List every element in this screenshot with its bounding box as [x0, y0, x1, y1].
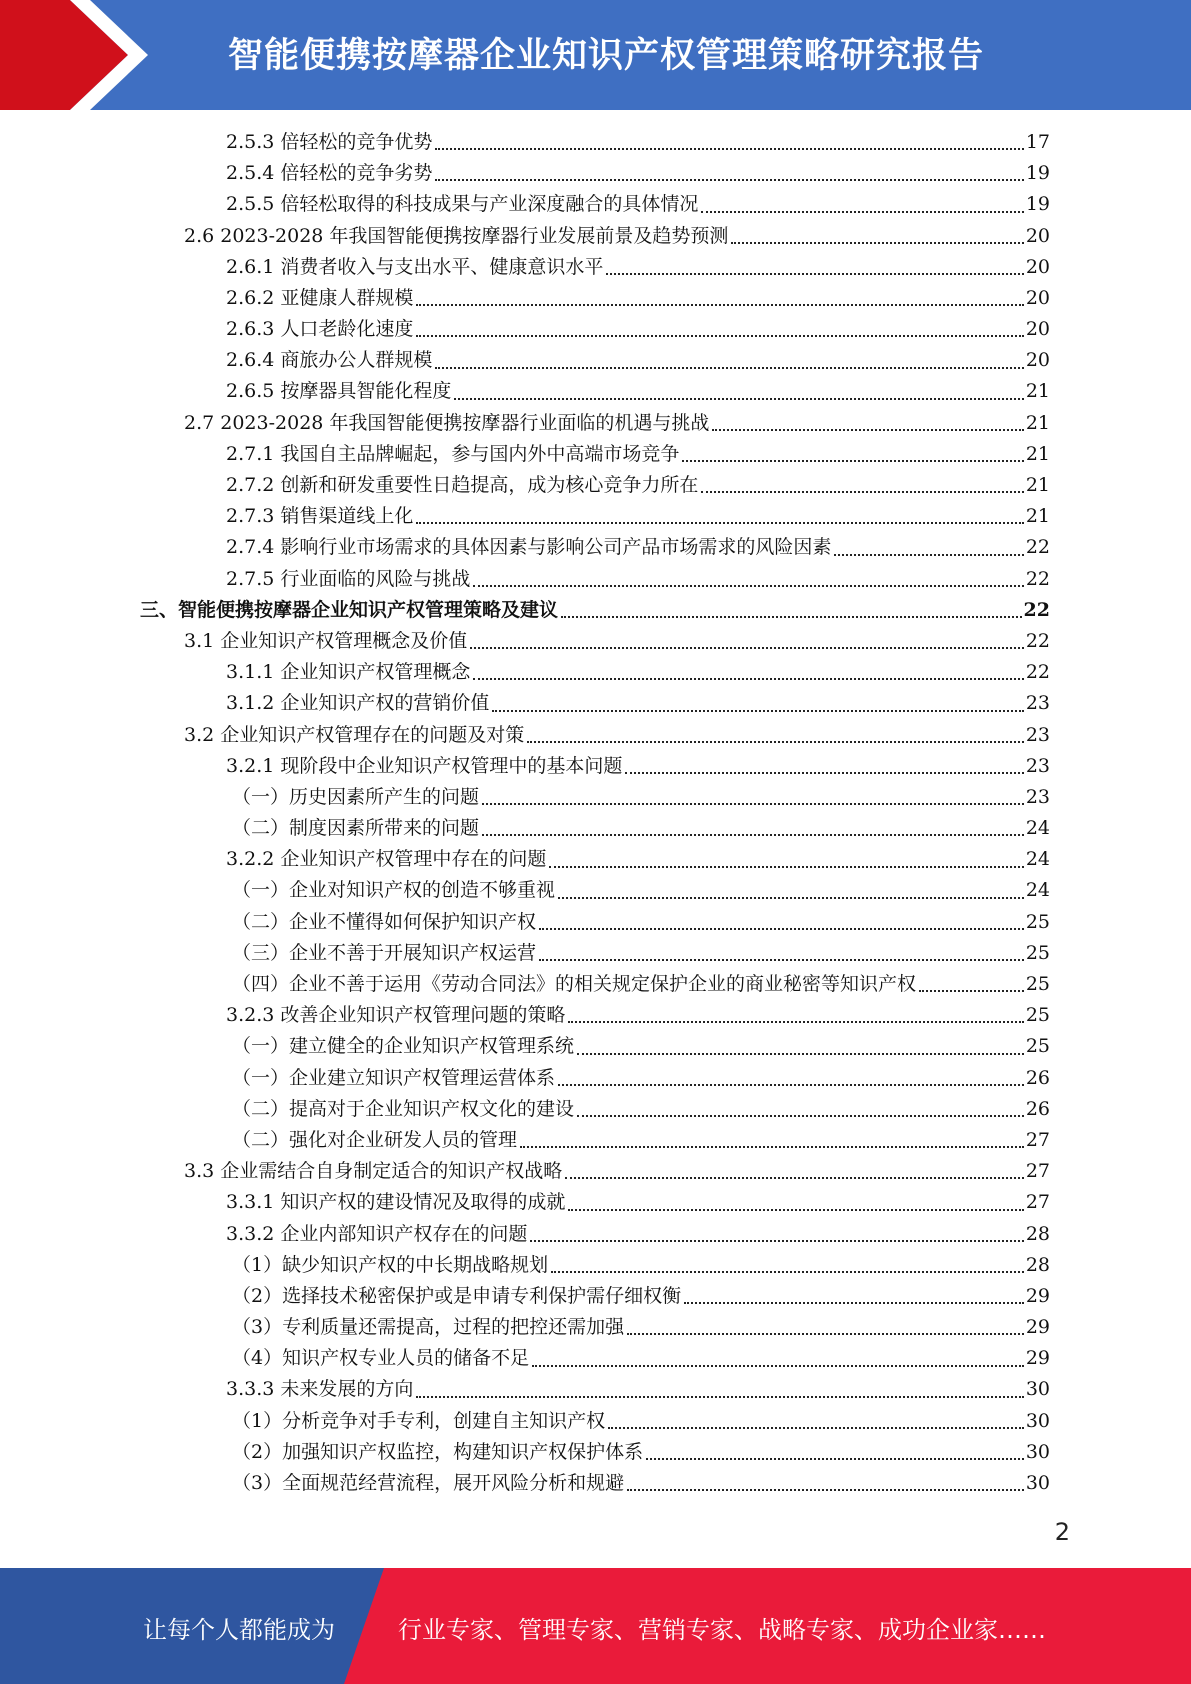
- toc-entry-title: 3.3.2 企业内部知识产权存在的问题: [226, 1222, 528, 1245]
- toc-dot-leader: [539, 928, 1024, 930]
- page-footer: [0, 1568, 1191, 1684]
- toc-entry-page: 29: [1025, 1284, 1050, 1307]
- toc-entry-page: 21: [1025, 442, 1050, 465]
- toc-entry[interactable]: [140, 813, 1050, 844]
- toc-dot-leader: [551, 1271, 1024, 1273]
- toc-dot-leader: [454, 398, 1023, 400]
- toc-entry-title: 2.7.5 行业面临的风险与挑战: [226, 567, 471, 590]
- page-number: 2: [1054, 1518, 1070, 1546]
- toc-entry-page: 28: [1025, 1222, 1050, 1245]
- toc-entry-title: 2.6.3 人口老龄化速度: [226, 318, 414, 341]
- toc-entry-title: （二）制度因素所带来的问题: [232, 817, 480, 840]
- toc-entry-page: 30: [1025, 1409, 1050, 1432]
- footer-slogan-left: 让每个人都能成为: [143, 1616, 335, 1644]
- footer-slogan-right: 行业专家、管理专家、营销专家、战略专家、成功企业家……: [398, 1616, 1046, 1644]
- toc-entry-page: 28: [1025, 1253, 1050, 1276]
- toc-dot-leader: [712, 429, 1023, 431]
- toc-entry-page: 20: [1025, 318, 1050, 341]
- toc-entry-page: 29: [1025, 1316, 1050, 1339]
- toc-dot-leader: [577, 1115, 1024, 1117]
- toc-dot-leader: [731, 242, 1023, 244]
- toc-entry-page: 25: [1025, 1035, 1050, 1058]
- toc-dot-leader: [684, 1302, 1024, 1304]
- toc-dot-leader: [470, 647, 1024, 649]
- toc-entry-title: 3.2.2 企业知识产权管理中存在的问题: [226, 848, 547, 871]
- toc-entry[interactable]: [140, 595, 1050, 626]
- toc-entry[interactable]: [140, 907, 1050, 938]
- toc-entry-page: 24: [1025, 848, 1050, 871]
- toc-dot-leader: [416, 335, 1023, 337]
- toc-entry-page: 20: [1025, 286, 1050, 309]
- toc-entry-title: （二）企业不懂得如何保护知识产权: [232, 910, 537, 933]
- toc-dot-leader: [646, 1458, 1024, 1460]
- toc-entry-page: 21: [1025, 380, 1050, 403]
- toc-dot-leader: [625, 772, 1023, 774]
- toc-entry-title: 三、智能便携按摩器企业知识产权管理策略及建议: [140, 598, 559, 621]
- toc-dot-leader: [416, 1396, 1023, 1398]
- toc-entry-page: 23: [1025, 723, 1050, 746]
- toc-dot-leader: [482, 803, 1024, 805]
- toc-entry-page: 27: [1025, 1160, 1050, 1183]
- toc-entry-page: 26: [1025, 1097, 1050, 1120]
- toc-entry-page: 24: [1025, 817, 1050, 840]
- toc-entry-page: 20: [1025, 255, 1050, 278]
- toc-entry[interactable]: [140, 969, 1050, 1000]
- toc-dot-leader: [627, 1333, 1024, 1335]
- toc-dot-leader: [482, 834, 1024, 836]
- toc-entry[interactable]: [140, 470, 1050, 501]
- toc-entry[interactable]: [140, 938, 1050, 969]
- toc-entry[interactable]: [140, 221, 1050, 252]
- toc-entry[interactable]: [140, 564, 1050, 595]
- toc-entry-title: 2.6.1 消费者收入与支出水平、健康意识水平: [226, 255, 604, 278]
- toc-dot-leader: [549, 866, 1023, 868]
- toc-entry-page: 22: [1023, 598, 1050, 621]
- toc-entry-title: 2.6.4 商旅办公人群规模: [226, 349, 433, 372]
- toc-entry-page: 20: [1025, 349, 1050, 372]
- toc-entry[interactable]: [140, 782, 1050, 813]
- toc-dot-leader: [416, 304, 1023, 306]
- toc-entry-title: 2.7.2 创新和研发重要性日趋提高，成为核心竞争力所在: [226, 474, 699, 497]
- toc-entry[interactable]: [140, 377, 1050, 408]
- toc-entry-page: 19: [1025, 193, 1050, 216]
- toc-entry[interactable]: [140, 127, 1050, 158]
- toc-entry-page: 27: [1025, 1191, 1050, 1214]
- document-title: 智能便携按摩器企业知识产权管理策略研究报告: [228, 36, 985, 76]
- toc-entry[interactable]: [140, 1031, 1050, 1062]
- toc-entry-page: 21: [1025, 505, 1050, 528]
- toc-entry-title: 2.7 2023-2028 年我国智能便携按摩器行业面临的机遇与挑战: [184, 411, 710, 434]
- toc-entry[interactable]: [140, 1219, 1050, 1250]
- toc-entry[interactable]: [140, 1250, 1050, 1281]
- toc-entry-title: （2）加强知识产权监控，构建知识产权保护体系: [232, 1440, 644, 1463]
- toc-entry-page: 21: [1025, 474, 1050, 497]
- toc-dot-leader: [416, 522, 1023, 524]
- toc-entry-title: （三）企业不善于开展知识产权运营: [232, 941, 537, 964]
- toc-entry[interactable]: [140, 688, 1050, 719]
- toc-entry-title: （一）企业对知识产权的创造不够重视: [232, 879, 556, 902]
- toc-entry-page: 25: [1025, 973, 1050, 996]
- toc-entry-title: （一）企业建立知识产权管理运营体系: [232, 1066, 556, 1089]
- toc-entry[interactable]: [140, 1281, 1050, 1312]
- toc-entry[interactable]: [140, 1125, 1050, 1156]
- toc-entry[interactable]: [140, 844, 1050, 875]
- toc-entry-page: 30: [1025, 1472, 1050, 1495]
- toc-entry-title: 3.3.3 未来发展的方向: [226, 1378, 414, 1401]
- toc-entry[interactable]: [140, 626, 1050, 657]
- toc-entry-title: 3.2.3 改善企业知识产权管理问题的策略: [226, 1004, 566, 1027]
- toc-entry[interactable]: [140, 501, 1050, 532]
- toc-entry-title: 2.5.5 倍轻松取得的科技成果与产业深度融合的具体情况: [226, 193, 699, 216]
- toc-entry-title: 3.2 企业知识产权管理存在的问题及对策: [184, 723, 525, 746]
- toc-dot-leader: [527, 741, 1024, 743]
- toc-entry-title: 3.1 企业知识产权管理概念及价值: [184, 629, 468, 652]
- toc-entry-title: 3.3 企业需结合自身制定适合的知识产权战略: [184, 1160, 563, 1183]
- toc-entry-page: 24: [1025, 879, 1050, 902]
- toc-dot-leader: [568, 1021, 1023, 1023]
- toc-dot-leader: [608, 1427, 1024, 1429]
- toc-entry[interactable]: [140, 408, 1050, 439]
- toc-dot-leader: [558, 897, 1024, 899]
- toc-dot-leader: [539, 959, 1024, 961]
- toc-entry-page: 23: [1025, 692, 1050, 715]
- toc-entry[interactable]: [140, 439, 1050, 470]
- toc-entry-page: 17: [1025, 130, 1050, 153]
- toc-entry[interactable]: [140, 657, 1050, 688]
- toc-entry[interactable]: [140, 1312, 1050, 1343]
- toc-entry-title: （1）缺少知识产权的中长期战略规划: [232, 1253, 549, 1276]
- toc-entry-title: 2.5.4 倍轻松的竞争劣势: [226, 162, 433, 185]
- toc-entry[interactable]: [140, 720, 1050, 751]
- toc-entry[interactable]: [140, 1156, 1050, 1187]
- toc-dot-leader: [558, 1084, 1024, 1086]
- toc-entry-title: 3.3.1 知识产权的建设情况及取得的成就: [226, 1191, 566, 1214]
- toc-entry[interactable]: [140, 751, 1050, 782]
- toc-dot-leader: [561, 616, 1022, 618]
- toc-dot-leader: [606, 273, 1023, 275]
- toc-entry-page: 21: [1025, 411, 1050, 434]
- toc-entry-title: （四）企业不善于运用《劳动合同法》的相关规定保护企业的商业秘密等知识产权: [232, 973, 917, 996]
- toc-entry[interactable]: [140, 345, 1050, 376]
- toc-entry-title: 2.6 2023-2028 年我国智能便携按摩器行业发展前景及趋势预测: [184, 224, 729, 247]
- toc-entry[interactable]: [140, 1187, 1050, 1218]
- toc-entry[interactable]: [140, 1063, 1050, 1094]
- toc-dot-leader: [532, 1365, 1024, 1367]
- toc-entry-page: 22: [1025, 567, 1050, 590]
- toc-entry-page: 20: [1025, 224, 1050, 247]
- toc-entry-title: （一）历史因素所产生的问题: [232, 785, 480, 808]
- toc-dot-leader: [435, 148, 1023, 150]
- toc-entry[interactable]: [140, 1375, 1050, 1406]
- toc-entry[interactable]: [140, 158, 1050, 189]
- toc-dot-leader: [701, 491, 1023, 493]
- toc-entry[interactable]: [140, 1437, 1050, 1468]
- toc-entry-page: 23: [1025, 785, 1050, 808]
- toc-dot-leader: [435, 367, 1023, 369]
- toc-entry-title: （二）提高对于企业知识产权文化的建设: [232, 1097, 575, 1120]
- toc-dot-leader: [435, 179, 1023, 181]
- toc-entry[interactable]: [140, 252, 1050, 283]
- toc-entry[interactable]: [140, 283, 1050, 314]
- toc-entry[interactable]: [140, 1406, 1050, 1437]
- table-of-contents: [140, 127, 1050, 1499]
- toc-entry-title: （3）专利质量还需提高，过程的把控还需加强: [232, 1316, 625, 1339]
- toc-dot-leader: [834, 554, 1023, 556]
- toc-entry-page: 25: [1025, 941, 1050, 964]
- toc-entry-title: （一）建立健全的企业知识产权管理系统: [232, 1035, 575, 1058]
- toc-entry-page: 19: [1025, 162, 1050, 185]
- toc-entry-title: 3.2.1 现阶段中企业知识产权管理中的基本问题: [226, 754, 623, 777]
- toc-dot-leader: [568, 1209, 1023, 1211]
- toc-entry-title: 2.7.3 销售渠道线上化: [226, 505, 414, 528]
- toc-entry-page: 26: [1025, 1066, 1050, 1089]
- toc-entry-page: 22: [1025, 661, 1050, 684]
- toc-entry[interactable]: [140, 1468, 1050, 1499]
- toc-dot-leader: [565, 1177, 1024, 1179]
- page-header: [0, 0, 1191, 110]
- toc-entry-title: （2）选择技术秘密保护或是申请专利保护需仔细权衡: [232, 1284, 682, 1307]
- toc-entry[interactable]: [140, 189, 1050, 220]
- toc-entry-title: （1）分析竞争对手专利，创建自主知识产权: [232, 1409, 606, 1432]
- toc-entry-page: 22: [1025, 629, 1050, 652]
- toc-entry-title: 2.6.2 亚健康人群规模: [226, 286, 414, 309]
- toc-entry[interactable]: [140, 532, 1050, 563]
- toc-dot-leader: [682, 460, 1023, 462]
- toc-dot-leader: [520, 1146, 1024, 1148]
- toc-entry[interactable]: [140, 1000, 1050, 1031]
- toc-dot-leader: [530, 1240, 1023, 1242]
- toc-dot-leader: [577, 1053, 1024, 1055]
- toc-entry-page: 30: [1025, 1378, 1050, 1401]
- toc-entry-page: 30: [1025, 1440, 1050, 1463]
- toc-entry-page: 29: [1025, 1347, 1050, 1370]
- toc-entry-page: 22: [1025, 536, 1050, 559]
- toc-entry-title: （二）强化对企业研发人员的管理: [232, 1128, 518, 1151]
- toc-entry[interactable]: [140, 1094, 1050, 1125]
- toc-entry-title: 2.6.5 按摩器具智能化程度: [226, 380, 452, 403]
- toc-dot-leader: [492, 710, 1023, 712]
- toc-entry[interactable]: [140, 1343, 1050, 1374]
- toc-entry-title: （3）全面规范经营流程，展开风险分析和规避: [232, 1472, 625, 1495]
- toc-dot-leader: [919, 990, 1024, 992]
- toc-entry-title: 3.1.1 企业知识产权管理概念: [226, 661, 471, 684]
- toc-entry-title: （4）知识产权专业人员的储备不足: [232, 1347, 530, 1370]
- toc-entry-title: 2.7.1 我国自主品牌崛起，参与国内外中高端市场竞争: [226, 442, 680, 465]
- toc-entry-page: 23: [1025, 754, 1050, 777]
- toc-entry-page: 27: [1025, 1128, 1050, 1151]
- toc-entry[interactable]: [140, 314, 1050, 345]
- toc-entry[interactable]: [140, 876, 1050, 907]
- toc-entry-title: 2.7.4 影响行业市场需求的具体因素与影响公司产品市场需求的风险因素: [226, 536, 832, 559]
- toc-dot-leader: [473, 585, 1023, 587]
- toc-entry-page: 25: [1025, 1004, 1050, 1027]
- toc-entry-title: 3.1.2 企业知识产权的营销价值: [226, 692, 490, 715]
- toc-entry-title: 2.5.3 倍轻松的竞争优势: [226, 130, 433, 153]
- toc-dot-leader: [473, 678, 1023, 680]
- toc-entry-page: 25: [1025, 910, 1050, 933]
- toc-dot-leader: [701, 211, 1023, 213]
- toc-dot-leader: [627, 1489, 1024, 1491]
